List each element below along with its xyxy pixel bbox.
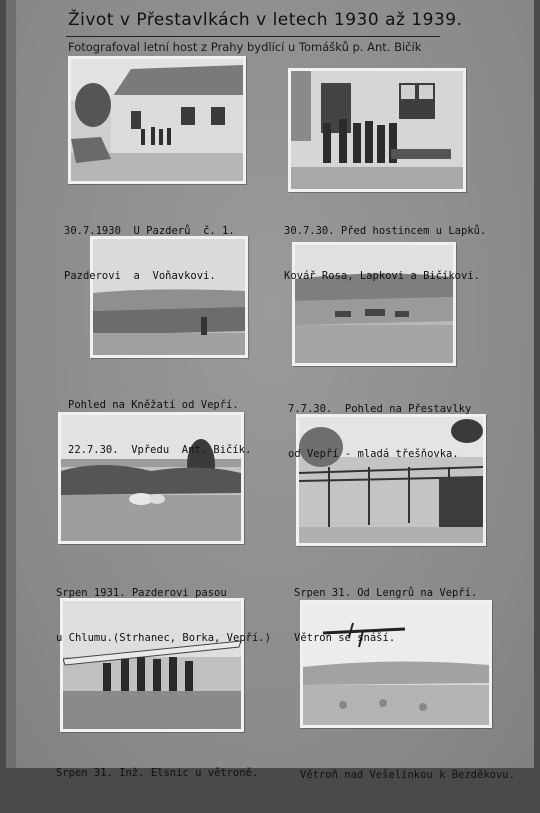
photo-inn-lapek xyxy=(288,68,466,192)
caption-line: 22.7.30. Vpředu Ant. Bičík. xyxy=(68,444,252,456)
caption-photo-2 xyxy=(284,194,486,314)
caption-line: Kovář Rosa, Lapkovi a Bičíkovi. xyxy=(284,270,480,282)
album-page xyxy=(6,0,534,781)
caption-line: od Vepří - mladá třešňovka. xyxy=(288,448,459,460)
caption-line: Pohled na Kněžatí od Vepří. xyxy=(68,399,239,411)
caption-line: Větroň se snáší. xyxy=(294,632,396,644)
caption-photo-8 xyxy=(300,738,515,813)
photo-pazder-house xyxy=(68,56,246,184)
caption-photo-4 xyxy=(288,372,471,492)
caption-line: 7.7.30. Pohled na Přestavlky xyxy=(288,403,472,415)
caption-line: u Chlumu.(Strhanec, Borka, Vepří.) xyxy=(56,632,271,644)
caption-line: Větroň nad Vešelinkou k Bezděkovu. xyxy=(300,769,515,781)
caption-photo-1 xyxy=(64,194,235,314)
caption-photo-6 xyxy=(294,556,477,676)
title-underline xyxy=(66,36,440,37)
page-subtitle: Fotografoval letní host z Prahy bydlící u Tomášků p. Ant. Bičík xyxy=(68,40,422,54)
caption-line: Srpen 31. Inž. Elsnic u větroně. xyxy=(56,767,259,779)
caption-photo-5 xyxy=(56,556,271,676)
binder-edge xyxy=(6,0,16,768)
caption-line: 30.7.1930 U Pazderů č. 1. xyxy=(64,225,235,237)
page-title: Život v Přestavlkách v letech 1930 až 1939. xyxy=(68,10,463,30)
caption-line: 30.7.30. Před hostincem u Lapků. xyxy=(284,225,487,237)
caption-line: Srpen 31. Od Lengrů na Vepří. xyxy=(294,587,478,599)
caption-photo-3 xyxy=(68,368,251,488)
caption-line: Srpen 1931. Pazderovi pasou xyxy=(56,587,227,599)
caption-photo-7 xyxy=(56,736,258,811)
caption-line: Pazderovi a Voňavkovi. xyxy=(64,270,216,282)
